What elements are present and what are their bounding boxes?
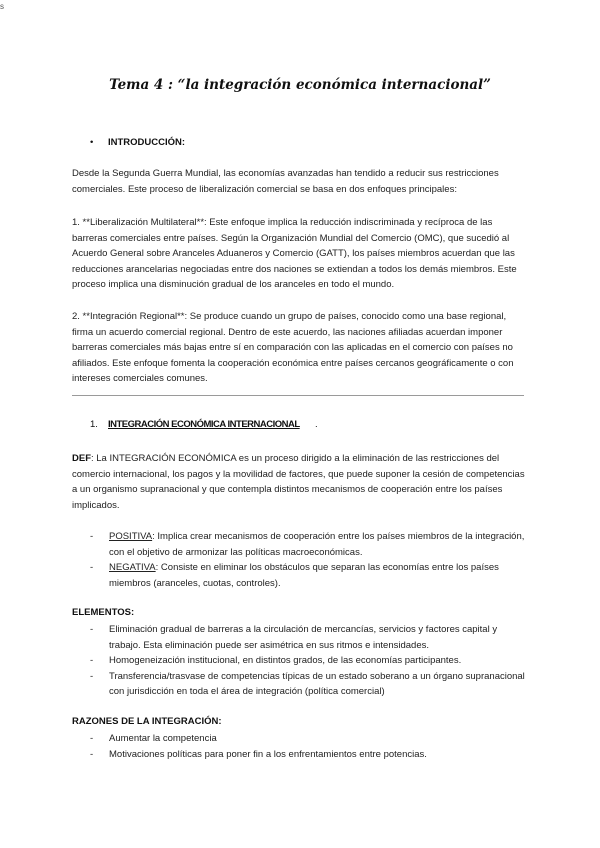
dash-marker: - — [90, 562, 94, 573]
intro-heading: INTRODUCCIÓN: — [108, 137, 186, 148]
intro-paragraph-1: Desde la Segunda Guerra Mundial, las economías avanzadas han tendido a reducir sus restricciones comerciales. Este proceso de liberalización comercial se basa en dos enfoques principales: — [72, 168, 499, 195]
section-title: INTEGRACIÓN ECONÓMICA INTERNACIONAL — [108, 419, 300, 430]
list-item — [72, 560, 528, 591]
list-item — [72, 731, 528, 747]
document-title: Tema 4 : “la integración económica internacional” — [109, 77, 491, 93]
dash-marker: - — [90, 624, 94, 635]
section-divider — [72, 395, 524, 396]
section-title-end: . — [315, 419, 318, 430]
reasons-list — [72, 731, 528, 762]
list-item — [72, 653, 528, 669]
intro-paragraph-multilateral: 1. **Liberalización Multilateral**: Este enfoque implica la reducción indiscriminada y recíproca de las barreras comerciales entre países. Según la Organización Mundial del Comercio (OMC), que sucedió al Acuerdo General sobre Aranceles Aduaneros y Comercio (GATT), los países miembros acuerdan que las reducciones arancelarias negociadas entre dos naciones se extiendan a todos los demás miembros. Este proceso implica una disminución gradual de los aranceles en todo el mundo. — [72, 217, 517, 290]
list-item — [72, 622, 528, 653]
elements-heading: ELEMENTOS: — [72, 607, 135, 618]
list-item — [72, 529, 528, 560]
list-item — [72, 747, 528, 763]
dash-marker: - — [90, 531, 94, 542]
dash-marker: - — [90, 655, 94, 666]
elements-list — [72, 622, 528, 700]
reasons-heading: RAZONES DE LA INTEGRACIÓN: — [72, 716, 222, 727]
definition-paragraph — [72, 451, 528, 513]
bullet-icon: • — [90, 137, 94, 148]
reason-text: Aumentar la competencia — [109, 733, 217, 744]
type-text: : Consiste en eliminar los obstáculos que separan las economías entre los países miembros (aranceles, cuotas, controles). — [109, 562, 499, 589]
element-text: Transferencia/trasvase de competencias típicas de un estado soberano a un órgano supranacional con jurisdicción en toda el área de integración (política comercial) — [109, 670, 525, 697]
definition-text: : La INTEGRACIÓN ECONÓMICA es un proceso dirigido a la eliminación de las restricciones del comercio internacional, los pagos y la movilidad de factores, que puede suponer la cesión de competencias a un organismo supranacional y que contempla distintos mecanismos de cooperación entre los países implicados. — [72, 453, 525, 511]
reason-text: Motivaciones políticas para poner fin a los enfrentamientos entre potencias. — [109, 748, 427, 760]
page-corner-mark: s — [0, 2, 4, 11]
section-number: 1. — [90, 419, 98, 430]
dash-marker: - — [90, 733, 94, 744]
element-text: Homogeneización institucional, en distintos grados, de las economías participantes. — [109, 655, 462, 666]
type-text: : Implica crear mecanismos de cooperación entre los países miembros de la integración, con el objetivo de armonizar las políticas macroeconómicas. — [109, 531, 525, 558]
definition-label: DEF — [72, 453, 91, 464]
dash-marker: - — [90, 748, 94, 760]
dash-marker: - — [90, 670, 94, 682]
integration-types-list — [72, 529, 528, 591]
list-item — [72, 669, 528, 700]
type-term-positive: POSITIVA — [109, 531, 153, 542]
intro-paragraph-regional: 2. **Integración Regional**: Se produce cuando un grupo de países, conocido como una base regional, firma un acuerdo comercial regional. Dentro de este acuerdo, las naciones afiliadas acuerdan imponer barreras comerciales más bajas entre sí en comparación con las aplicadas en el comercio con países no afiliados. Este enfoque fomenta la cooperación económica entre países cercanos geográficamente o con intereses comerciales comunes. — [72, 311, 514, 384]
type-term-negative: NEGATIVA — [109, 562, 156, 573]
element-text: Eliminación gradual de barreras a la circulación de mercancías, servicios y factores capital y trabajo. Esta eliminación puede ser asimétrica en sus ritmos e intensidades. — [109, 624, 498, 651]
